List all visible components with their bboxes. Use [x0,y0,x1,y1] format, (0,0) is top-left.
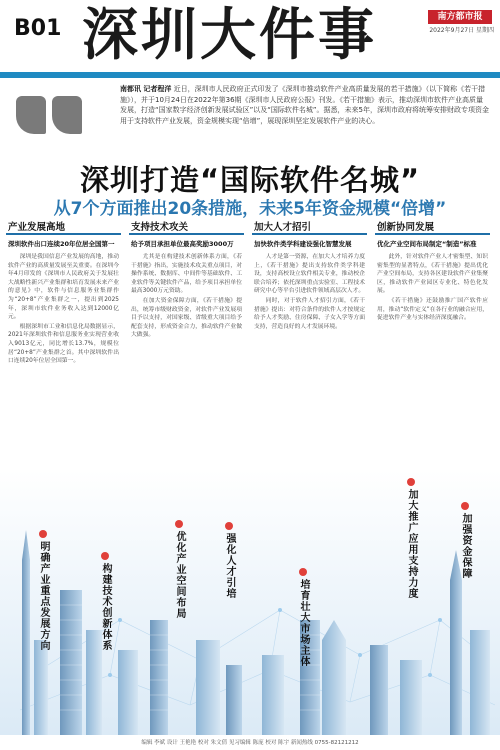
column-tab: 加大人才招引 [252,222,367,235]
column-subtitle: 加快软件类学科建设强化智慧发展 [254,240,352,248]
masthead-title: 深圳大件事 [82,3,377,68]
policy-label: 加大推广应用支持力度 [404,478,419,599]
column-paragraph: 人才是第一资源，在加大人才培养力度上，《若干措施》提出支持软件类学科建设，支持高校设立软件相关专业，推动校企联合培养；依托深圳重点实验室、工程技术研究中心等平台引进软件领域高层次人才。 [254,254,365,295]
column-industry [6,222,121,367]
policy-label: 明确产业重点发展方向 [36,530,51,651]
bullet-dot-icon [225,522,233,530]
column-tab: 产业发展高地 [6,222,121,235]
column-paragraph: 在加大资金保障方面，《若干措施》提出，统筹市级财政资金，对软件产业发展项目予以支持，对国家级、省级重大项目给予配套支持，形成资金合力，推动软件产业做大做强。 [131,297,242,339]
column-talent [252,222,367,332]
lead-text: 近日，深圳市人民政府正式印发了《深圳市推动软件产业高质量发展的若干措施》（以下简称《若干措施》），并于10月24日在2022年第36期《深圳市人民政府公报》刊发。《若干措施》表示，推动深圳市软件产业高质量发展，打造“国家数字经济创新发展试验区”以及“国际软件名城”。据悉，未来5年，深圳市政府将统筹安排财政专项资金用于支持软件产业发展，资金规模实现“倍增”，展现深圳坚定发展软件产业的决心。 [120,85,489,125]
article-headline: 深圳打造“国际软件名城” [79,163,421,197]
lead-byline: 南都讯 记者程洋 [120,85,172,93]
column-innovation [375,222,490,324]
page-number: B01 [14,16,62,41]
column-paragraph: 《若干措施》还鼓励推广国产软件应用，推动“软件定义”在各行业的融合应用，促进软件产业与实体经济深度融合。 [377,297,488,322]
column-paragraph: 此外，针对软件产业人才密集型、知识密集型的显著特点，《若干措施》提出优化产业空间布局，支持各区建设软件产业集聚区，推动软件产业园区专业化、特色化发展。 [377,254,488,295]
column-subtitle: 给予项目承担单位最高奖励3000万 [131,240,234,248]
column-paragraph: 深圳是我国信息产业发展的高地，推动软件产业的高质量发展至关重要。在深圳今年4月印发的《深圳市人民政府关于发展壮大战略性新兴产业集群和培育发展未来产业的意见》中，软件与信息服务业集群作为“20+8”产业集群之一，提出到2025年，深圳市软件业务收入达到12000亿元。 [8,254,119,321]
bullet-dot-icon [299,568,307,576]
column-body [252,253,367,331]
column-subtitle: 深圳软件出口连续20年位居全国第一 [8,240,115,248]
bullet-dot-icon [407,478,415,486]
policy-label: 强化人才引培 [222,522,237,599]
bullet-dot-icon [101,552,109,560]
policy-label: 优化产业空间布局 [172,520,187,619]
column-body [375,253,490,323]
column-paragraph: 尤其是在构建技术创新体系方面，《若干措施》指出，实施技术攻关重点项目，对操作系统、数据库、中间件等基础软件、工业软件等关键软件产品，给予项目承担单位最高3000万元资助。 [131,254,242,295]
policy-label: 培育壮大市场主体 [296,568,311,667]
bullet-dot-icon [39,530,47,538]
column-tab: 支持技术攻关 [129,222,244,235]
column-subtitle: 优化产业空间布局制定“制造”标准 [377,240,477,248]
column-body [129,253,244,340]
quote-icon [10,90,110,138]
column-paragraph: 同时，对于软件人才招引方面，《若干措施》提出：对符合条件的软件人才按规定给予人才奖励、住房保障、子女入学等方面支持，营造良好的人才发展环境。 [254,297,365,330]
column-tab: 创新协同发展 [375,222,490,235]
city-skyline-illustration [0,470,500,735]
page-footer: 编辑 李斌 设计 王艳艳 校对 朱文倩 见习编辑 陈庞 校对 陈宇 新闻热线 0755-82121212 [141,740,359,746]
header-rule [0,72,500,78]
publication-date: 2022年9月27日 星期四 [429,27,494,34]
policy-label: 构建技术创新体系 [98,552,113,651]
lead-paragraph [120,84,490,126]
article-subheadline: 从7个方面推出20条措施，未来5年资金规模“倍增” [53,199,447,219]
column-body [6,253,121,366]
column-tech [129,222,244,341]
newspaper-logo: 南方都市报 [428,10,492,24]
bullet-dot-icon [175,520,183,528]
policy-label: 加强资金保障 [458,502,473,579]
bullet-dot-icon [461,502,469,510]
column-paragraph: 根据深圳市工业和信息化局数据显示，2021年深圳软件和信息服务业实现营业收入9013亿元，同比增长13.7%，规模位居“20+8”产业集群之首。其中深圳软件出口连续20年位居全国第一。 [8,323,119,365]
